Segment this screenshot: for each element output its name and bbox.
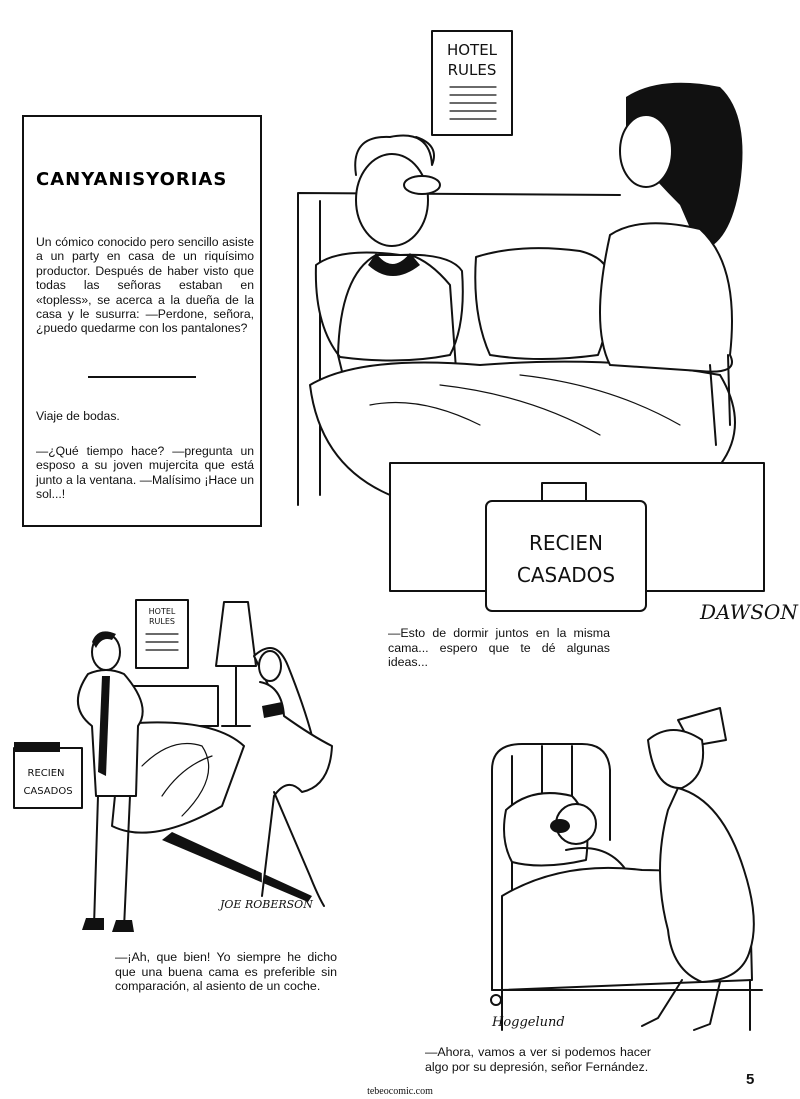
lamp-stand xyxy=(222,666,250,726)
nurse-legs xyxy=(642,980,720,1030)
page-number: 5 xyxy=(746,1071,755,1088)
man-head xyxy=(356,154,428,246)
joke-1-text: Un cómico conocido pero sencillo asiste a un party en casa de un riquísimo productor. Después de haber visto que todas las señoras estaban en «topless», se acerca a la dueña de la casa y le susurra: —Perdone, señora, ¿puedo quedarme con los pantalones? xyxy=(36,235,254,336)
cartoon-2-illustration xyxy=(12,596,352,942)
jokes-divider xyxy=(88,376,196,378)
cartoon-1-caption: —Esto de dormir juntos en la misma cama... espero que te dé algunas ideas... xyxy=(388,626,610,670)
nurse-body xyxy=(660,788,754,982)
woman-face xyxy=(620,115,672,187)
bed-wheel xyxy=(491,995,501,1005)
artist-signature: DAWSON xyxy=(700,600,798,624)
suitcase-label-line-1: RECIEN xyxy=(529,531,603,555)
patient-nose xyxy=(550,819,570,833)
lamp-shade xyxy=(216,602,256,666)
jokes-box-title: CANYANISYORIAS xyxy=(36,169,228,190)
jokes-box xyxy=(22,115,262,527)
suitcase-label-line-1: RECIEN xyxy=(27,768,65,779)
man-shirt xyxy=(78,670,143,796)
nurse-head xyxy=(648,730,703,788)
suitcase-top xyxy=(14,742,60,752)
right-pillow xyxy=(475,248,610,359)
artist-signature: JOE ROBERSON xyxy=(220,898,313,911)
floor-shadow xyxy=(162,832,312,902)
cartoon-1-illustration xyxy=(280,25,798,625)
joke-2-title: Viaje de bodas. xyxy=(36,409,120,423)
suitcase-label-line-2: CASADOS xyxy=(516,563,616,587)
sign-line-2: RULES xyxy=(447,61,497,79)
bed-headboard xyxy=(132,686,218,726)
artist-signature: Hoggelund xyxy=(492,1015,565,1030)
cartoon-3-caption: —Ahora, vamos a ver si podemos hacer algo por su depresión, señor Fernández. xyxy=(425,1045,651,1074)
cartoon-2-caption: —¡Ah, que bien! Yo siempre he dicho que una buena cama es preferible sin comparación, al asiento de un coche. xyxy=(115,950,337,994)
joke-2-text: —¿Qué tiempo hace? —pregunta un esposo a su joven mujercita que está junto a la ventana. —Malísimo ¡Hace un sol...! xyxy=(36,444,254,502)
sign-line-2: RULES xyxy=(148,617,176,626)
man-nose xyxy=(404,176,440,194)
sign-line-1: HOTEL xyxy=(446,41,498,59)
cartoon-3-illustration xyxy=(482,700,782,1036)
woman-head xyxy=(259,651,281,681)
site-watermark: tebeocomic.com xyxy=(367,1086,433,1097)
man-socks xyxy=(82,918,134,932)
suitcase-label-line-2: CASADOS xyxy=(23,786,73,797)
sign-line-1: HOTEL xyxy=(148,607,176,616)
suitcase xyxy=(486,501,646,611)
woman-nightgown xyxy=(600,223,732,371)
